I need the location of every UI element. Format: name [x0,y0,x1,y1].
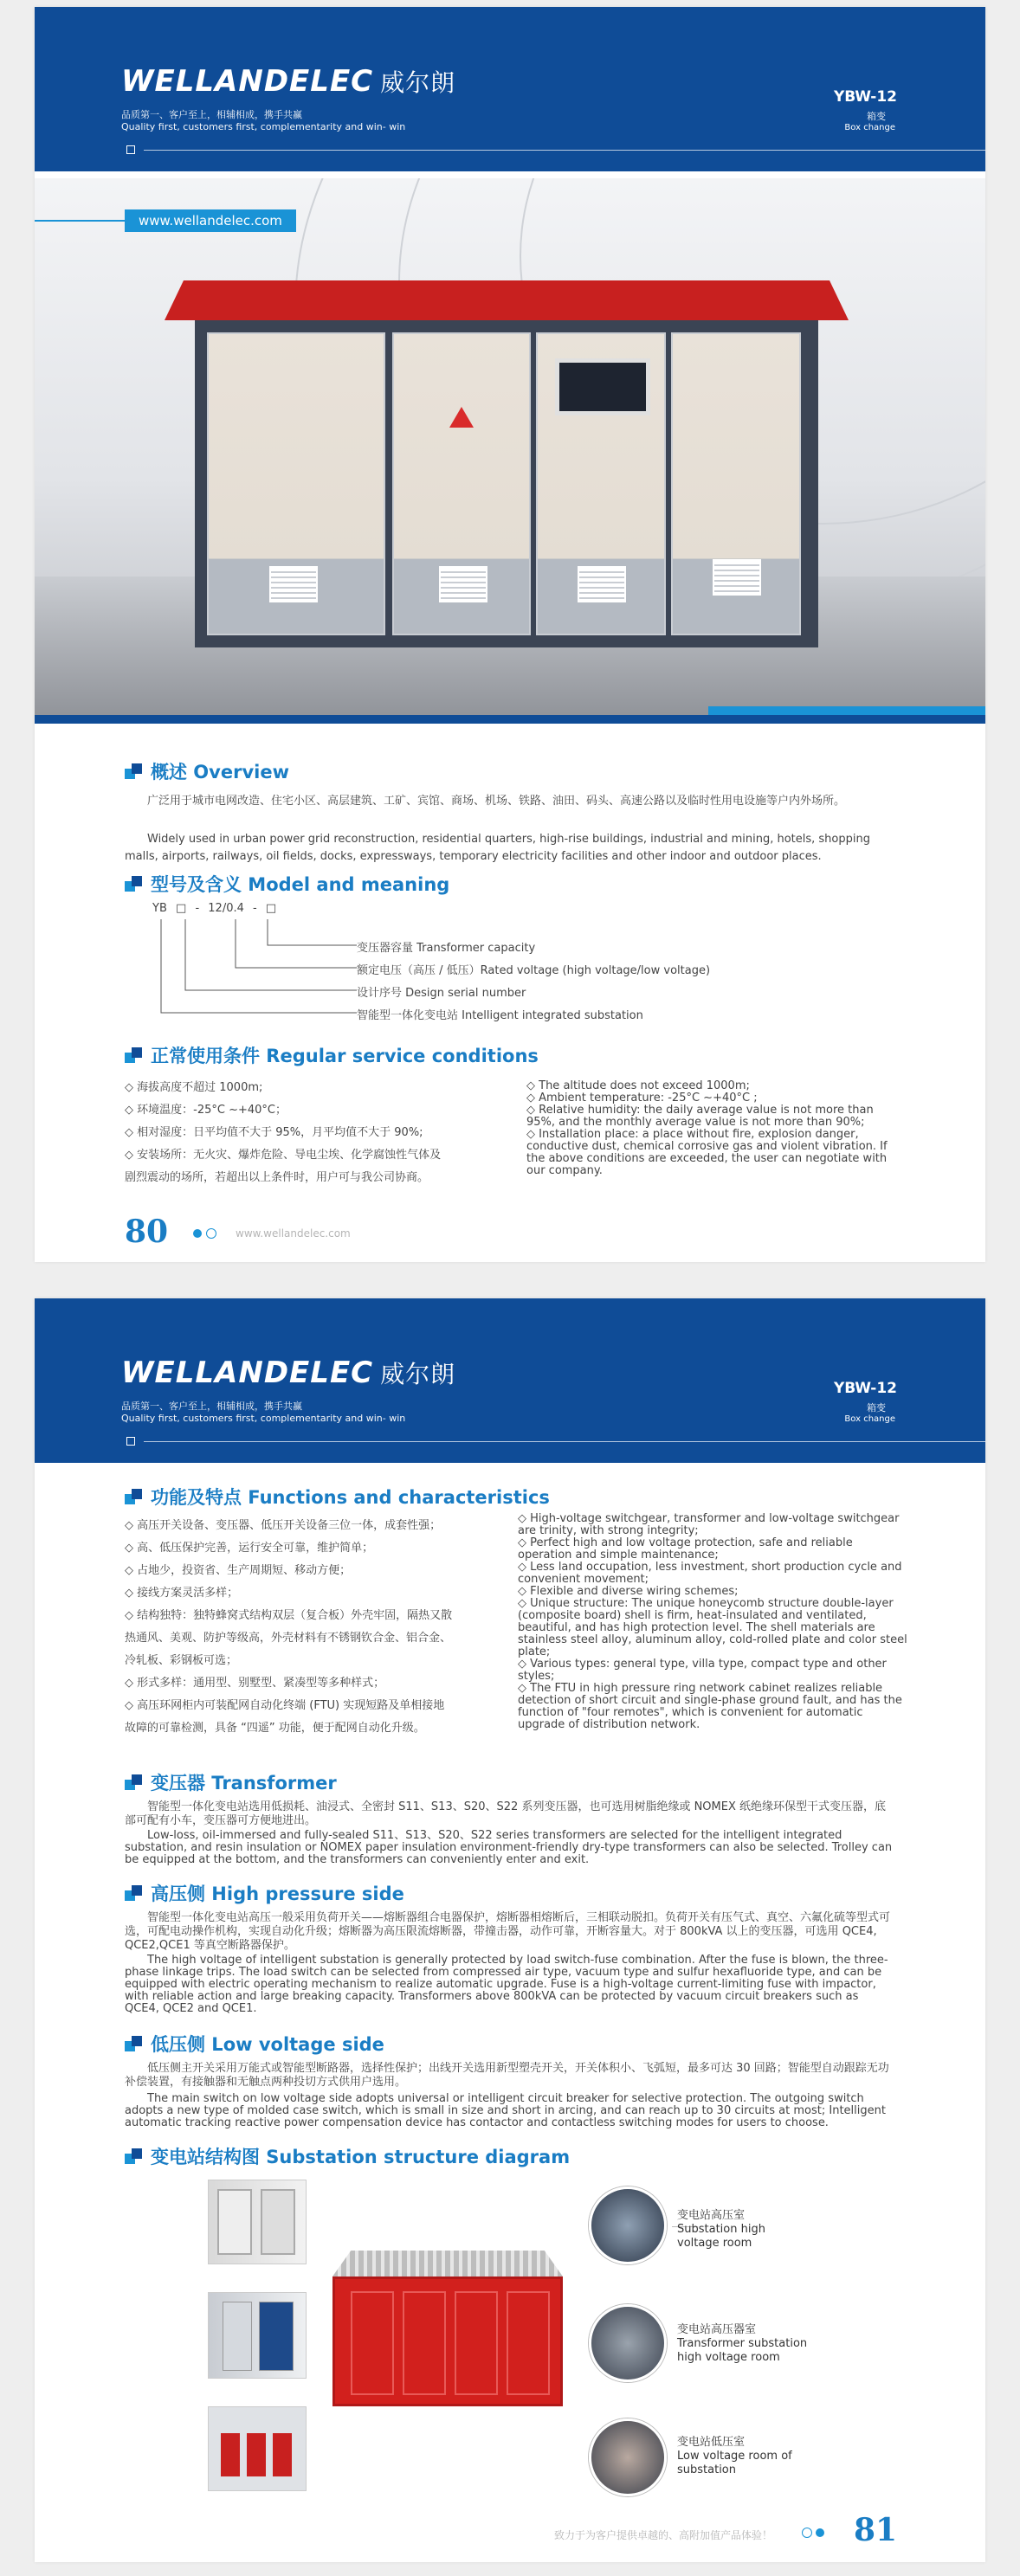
vent-icon [578,566,626,602]
structure-label-2: 变电站高压器室 Transformer substation high voltage room [677,2323,808,2364]
feature-item: ◇ 高压环网柜内可装配网自动化终端 (FTU) 实现短路及单相接地 [125,1699,445,1712]
page-number: 81 [854,2512,898,2548]
model-item: 额定电压（高压 / 低压）Rated voltage (high voltage/low voltage) [357,964,711,977]
section-icon [125,876,144,892]
product-name-en: Box change [844,123,895,132]
switchgear-photo [208,2292,307,2379]
high-voltage-warning-icon [449,407,474,428]
condition-item: ◇ 相对湿度：日平均值不大于 95%，月平均值不大于 90%; [125,1126,423,1139]
high-voltage-title: 高压侧 High pressure side [125,1880,404,1906]
red-substation-roof [332,2251,563,2277]
tagline-en: Quality first, customers first, complementarity and win- win [121,1413,406,1424]
feature-item: ◇ Less land occupation, less investment, short production cycle and convenient movement; [518,1561,902,1586]
product-name-cn: 箱变 [867,111,886,122]
cabinet-photo [208,2180,307,2264]
condition-item: ◇ 海拔高度不超过 1000m; [125,1081,263,1094]
footer-dot-icon [193,1229,202,1238]
website-badge[interactable]: www.wellandelec.com [125,209,296,232]
hero-accent-bar [708,706,985,715]
model-title: 型号及含义 Model and meaning [125,871,449,897]
feature-item: ◇ 形式多样：通用型、别墅型、紧凑型等多种样式； [125,1677,385,1690]
feature-item: ◇ High-voltage switchgear, transformer and low-voltage switchgear are trinity, with strong integrity; [518,1512,900,1537]
high-voltage-cn: 智能型一体化变电站高压一般采用负荷开关——熔断器组合电器保护，熔断器相熔断后，三相联动脱扣。负荷开关有压气式、真空、六氟化硫等型式可选，可配电动操作机构，实现自动化升级；熔断器为高压限流熔断器，带撞击器，动作可靠，开断容量大。对于 800kVA 以上的变压器，可选用 QCE4, QCE2,QCE1 等真空断路器保护。 [125,1911,891,1952]
conditions-title: 正常使用条件 Regular service conditions [125,1042,539,1068]
feature-item: ◇ The FTU in high pressure ring network cabinet realizes reliable detection of short circuit and single-phase ground fault, and has the function of "four remotes", which is convenient for automatic upgrade of distribution network. [518,1682,902,1731]
model-item: 智能型一体化变电站 Intelligent integrated substation [357,1009,643,1022]
condition-item: ◇ Ambient temperature: -25°C ~+40°C ; [526,1092,758,1104]
low-voltage-cn: 低压侧主开关采用万能式或智能型断路器，选择性保护；出线开关选用新型塑壳开关，开关体积小、飞弧短，最多可达 30 回路；智能型自动跟踪无功补偿装置，有接触器和无触点两种投切方式供用户选用。 [125,2062,889,2089]
door-panel [671,332,801,635]
transformer-photo [208,2406,307,2491]
footer-url[interactable]: www.wellandelec.com [236,1227,351,1240]
product-code: YBW-12 [833,1380,897,1397]
model-item: 变压器容量 Transformer capacity [357,942,536,955]
footer-dot-icon [816,2528,824,2537]
product-code: YBW-12 [833,88,897,106]
feature-item: ◇ 占地少，投资省、生产周期短、移动方便； [125,1564,352,1577]
feature-item: ◇ Unique structure: The unique honeycomb structure double-layer (composite board) shell is firm, heat-insulated and ventilated, beautiful, and has high protection level. The shell materials are stainless steel alloy, aluminum alloy, cold-rolled plate and color steel plate; [518,1597,907,1658]
page-number: 80 [125,1214,169,1250]
structure-label-3: 变电站低压室 Low voltage room of substation [677,2436,792,2476]
features-en [518,1513,907,1731]
low-voltage-room-photo [589,2418,667,2496]
substation-box [195,320,818,647]
condition-item: ◇ Installation place: a place without fire, explosion danger, conductive dust, chemical corrosive gas and violent vibration. If the above conditions are exceeded, the user can negotiate with our company. [526,1128,888,1177]
header-square-icon [126,1437,135,1446]
feature-item: ◇ Perfect high and low voltage protection, safe and reliable operation and simple maintenance; [518,1536,853,1562]
tagline-cn: 品质第一、客户至上，相辅相成，携手共赢 [121,109,302,120]
feature-item: ◇ 高、低压保护完善，运行安全可靠，维护简单； [125,1542,374,1555]
header-divider [144,1441,985,1442]
page-header [35,7,985,171]
section-icon [125,1885,144,1901]
condition-item: ◇ 环境温度：-25°C ~+40°C； [125,1104,287,1117]
feature-item: ◇ Various types: general type, villa type, compact type and other styles; [518,1658,887,1683]
hero-bottom-bar [35,715,985,724]
feature-item: 故障的可靠检测，具备 “四遥” 功能，便于配网自动化升级。 [125,1722,425,1735]
door-panel [207,332,385,635]
transformer-title: 变压器 Transformer [125,1769,337,1795]
header-square-icon [126,145,135,154]
condition-item: ◇ The altitude does not exceed 1000m; [526,1079,750,1092]
product-name-cn: 箱变 [867,1402,886,1414]
footer-slogan: 致力于为客户提供卓越的、高附加值产品体验！ [554,2529,773,2541]
overview-cn: 广泛用于城市电网改造、住宅小区、高层建筑、工矿、宾馆、商场、机场、铁路、油田、码头、高速公路以及临时性用电设施等户内外场所。 [147,795,846,808]
door-panel [392,332,531,635]
feature-item: 热通风、美观、防护等级高，外壳材料有不锈钢钦合金、铝合金、 [125,1632,452,1645]
section-icon [125,2148,144,2164]
high-voltage-room-photo [589,2186,667,2264]
product-name-en: Box change [844,1414,895,1424]
catalog-page-80 [35,7,985,1262]
features-cn [125,1515,506,1740]
window [555,358,650,415]
transformer-en: Low-loss, oil-immersed and fully-sealed S11、S13、S20、S22 series transformers are selected for the intelligent integrated substation, and resin insulation or NOMEX paper insulation environment-friendly dry-type transformers can also be selected. Trolley can be equipped at the bottom, and the transformers can conveniently enter and exit. [125,1829,893,1866]
catalog-page-81 [35,1298,985,2562]
footer-ring-icon [206,1228,216,1239]
model-item: 设计序号 Design serial number [357,987,526,1000]
structure-label-1: 变电站高压室 Substation high voltage room [677,2209,765,2250]
section-icon [125,763,144,779]
low-voltage-en: The main switch on low voltage side adopts universal or intelligent circuit breaker for selective protection. The outgoing switch adopts a new type of molded case switch, which is small in size and short in arcing, and can reach up to 30 circuits at most; Intelligent automatic tracking reactive power compensation device has contactor and contactless switching modes for users to choose. [125,2092,886,2129]
low-voltage-title: 低压侧 Low voltage side [125,2031,384,2057]
condition-item: ◇ Relative humidity: the daily average value is not more than 95%, and the monthly average value is not more than 90%; [526,1104,874,1129]
structure-title: 变电站结构图 Substation structure diagram [125,2143,570,2169]
tagline-cn: 品质第一、客户至上，相辅相成，携手共赢 [121,1401,302,1412]
feature-item: ◇ 接线方案灵活多样； [125,1587,239,1600]
section-icon [125,1489,144,1504]
condition-item: ◇ 安装场所：无火灾、爆炸危险、导电尘埃、化学腐蚀性气体及 [125,1149,442,1162]
tagline-en: Quality first, customers first, complementarity and win- win [121,121,406,132]
overview-en: Widely used in urban power grid reconstruction, residential quarters, high-rise buildings, industrial and mining, hotels, shopping malls, airports, railways, oil fields, docks, expressways, temporary electricity facilities and other indoor and outdoor places. [125,833,870,863]
features-title: 功能及特点 Functions and characteristics [125,1484,550,1510]
transformer-cn: 智能型一体化变电站选用低损耗、油浸式、全密封 S11、S13、S20、S22 系列变压器，也可选用树脂绝缘或 NOMEX 纸绝缘环保型干式变压器，底部可配有小车，变压器可方便地进出。 [125,1800,886,1827]
section-icon [125,2036,144,2051]
section-icon [125,1047,144,1063]
section-icon [125,1774,144,1790]
model-code: YB □ - 12/0.4 - □ [152,902,277,915]
feature-item: ◇ 高压开关设备、变压器、低压开关设备三位一体，成套性强； [125,1519,442,1532]
brand-logo: WELLANDELEC 威尔朗 [121,1356,456,1390]
red-substation-box [332,2277,563,2406]
conditions-en [526,1080,902,1177]
footer-ring-icon [802,2528,812,2538]
model-leader-lines [152,902,378,1032]
url-line [35,220,125,222]
header-divider [144,150,985,151]
page-header [35,1298,985,1463]
feature-item: 冷轧板、彩钢板可选； [125,1654,238,1667]
feature-item: ◇ Flexible and diverse wiring schemes; [518,1585,739,1598]
vent-icon [269,566,318,602]
brand-logo: WELLANDELEC 威尔朗 [121,64,456,99]
vent-icon [713,559,761,596]
substation-roof [165,280,849,320]
feature-item: ◇ 结构独特：独特蜂窝式结构双层（复合板）外壳牢固，隔热又散 [125,1609,453,1622]
hero-product-image [35,178,985,724]
conditions-cn [125,1077,506,1189]
overview-title: 概述 Overview [125,758,289,784]
model-meaning-diagram [152,902,845,1040]
condition-item: 剧烈震动的场所，若超出以上条件时，用户可与我公司协商。 [125,1171,429,1184]
transformer-room-photo [589,2304,667,2382]
high-voltage-en: The high voltage of intelligent substation is generally protected by load switch-fuse combination. After the fuse is blown, the three-phase linkage trips. The load switch can be selected from compressed air type, vacuum type and sulfur hexafluoride type, and can be equipped with electric operating mechanism to realize automatic upgrade. Fuse is a high-voltage current-limiting fuse with impactor, with reliable action and large breaking capacity. Transformers above 800kVA can be protected by vacuum circuit breakers such as QCE4, QCE2 and QCE1. [125,1954,888,2015]
vent-icon [439,566,487,602]
door-panel [536,332,666,635]
